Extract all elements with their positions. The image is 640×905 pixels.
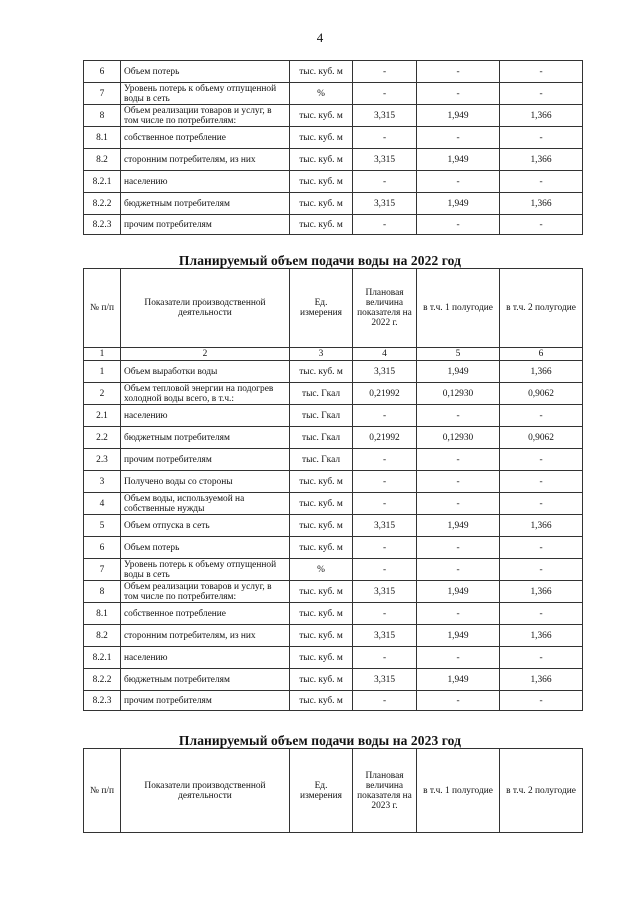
row-number: 8.2.1 xyxy=(84,171,121,193)
plan-value: - xyxy=(353,603,417,625)
half2-value: - xyxy=(500,83,583,105)
half2-value: 1,366 xyxy=(500,193,583,215)
half1-value: 0,12930 xyxy=(417,427,500,449)
row-number: 1 xyxy=(84,361,121,383)
plan-value: - xyxy=(353,471,417,493)
half1-value: - xyxy=(417,603,500,625)
indicator-name: собственное потребление xyxy=(121,603,290,625)
half1-value: - xyxy=(417,537,500,559)
header-unit: Ед. измерения xyxy=(290,749,353,833)
col-num-3: 3 xyxy=(290,348,353,361)
row-number: 8.2 xyxy=(84,149,121,171)
header-unit: Ед. измерения xyxy=(290,269,353,348)
unit-cell: тыс. куб. м xyxy=(290,61,353,83)
indicator-name: бюджетным потребителям xyxy=(121,427,290,449)
header-half1: в т.ч. 1 полугодие xyxy=(417,749,500,833)
heading-2022: Планируемый объем подачи воды на 2022 год xyxy=(178,253,462,268)
half1-value: 1,949 xyxy=(417,625,500,647)
row-number: 5 xyxy=(84,515,121,537)
table-row xyxy=(84,215,583,235)
plan-value: - xyxy=(353,83,417,105)
half1-value: - xyxy=(417,83,500,105)
unit-cell: тыс. куб. м xyxy=(290,471,353,493)
plan-value: 3,315 xyxy=(353,149,417,171)
table-row xyxy=(84,383,583,405)
unit-cell: тыс. куб. м xyxy=(290,537,353,559)
table-row xyxy=(84,515,583,537)
indicator-name: Уровень потерь к объему отпущенной воды в сеть xyxy=(121,559,290,581)
table-row xyxy=(84,559,583,581)
table-row xyxy=(84,647,583,669)
half1-value: - xyxy=(417,405,500,427)
header-indicator: Показатели производственной деятельности xyxy=(121,269,290,348)
page-number: 4 xyxy=(316,30,324,45)
header-no: № п/п xyxy=(84,269,121,348)
plan-value: - xyxy=(353,493,417,515)
table-row xyxy=(84,471,583,493)
unit-cell: % xyxy=(290,559,353,581)
col-num-1: 1 xyxy=(84,348,121,361)
plan-value: - xyxy=(353,215,417,235)
row-number: 8.2.2 xyxy=(84,193,121,215)
unit-cell: % xyxy=(290,83,353,105)
plan-value: 3,315 xyxy=(353,515,417,537)
indicator-name: бюджетным потребителям xyxy=(121,669,290,691)
plan-value: 3,315 xyxy=(353,361,417,383)
table-row xyxy=(84,493,583,515)
header-plan: Плановая величина показателя на 2022 г. xyxy=(353,269,417,348)
half1-value: 1,949 xyxy=(417,515,500,537)
col-num-4: 4 xyxy=(353,348,417,361)
header-half1: в т.ч. 1 полугодие xyxy=(417,269,500,348)
half1-value: - xyxy=(417,171,500,193)
table-2021-continuation xyxy=(83,60,583,235)
half2-value: - xyxy=(500,127,583,149)
half2-value: - xyxy=(500,61,583,83)
half1-value: 1,949 xyxy=(417,193,500,215)
half2-value: - xyxy=(500,691,583,711)
half2-value: - xyxy=(500,603,583,625)
half2-value: - xyxy=(500,559,583,581)
half2-value: - xyxy=(500,171,583,193)
row-number: 8.2.3 xyxy=(84,691,121,711)
half1-value: - xyxy=(417,449,500,471)
col-num-2: 2 xyxy=(121,348,290,361)
row-number: 7 xyxy=(84,559,121,581)
table-row xyxy=(84,149,583,171)
col-num-6: 6 xyxy=(500,348,583,361)
plan-value: - xyxy=(353,647,417,669)
unit-cell: тыс. куб. м xyxy=(290,581,353,603)
half1-value: - xyxy=(417,215,500,235)
indicator-name: Получено воды со стороны xyxy=(121,471,290,493)
half1-value: 1,949 xyxy=(417,361,500,383)
plan-value: 0,21992 xyxy=(353,427,417,449)
unit-cell: тыс. куб. м xyxy=(290,127,353,149)
row-number: 8.2.2 xyxy=(84,669,121,691)
half2-value: 1,366 xyxy=(500,105,583,127)
half2-value: 1,366 xyxy=(500,361,583,383)
half2-value: 1,366 xyxy=(500,669,583,691)
plan-value: - xyxy=(353,537,417,559)
plan-value: 3,315 xyxy=(353,105,417,127)
table-row xyxy=(84,193,583,215)
row-number: 7 xyxy=(84,83,121,105)
half1-value: - xyxy=(417,691,500,711)
table-row xyxy=(84,127,583,149)
indicator-name: населению xyxy=(121,171,290,193)
half1-value: - xyxy=(417,559,500,581)
unit-cell: тыс. куб. м xyxy=(290,171,353,193)
indicator-name: Уровень потерь к объему отпущенной воды в сеть xyxy=(121,83,290,105)
unit-cell: тыс. куб. м xyxy=(290,625,353,647)
half2-value: 0,9062 xyxy=(500,383,583,405)
half2-value: - xyxy=(500,215,583,235)
half2-value: - xyxy=(500,405,583,427)
indicator-name: населению xyxy=(121,405,290,427)
indicator-name: Объем потерь xyxy=(121,61,290,83)
header-plan: Плановая величина показателя на 2023 г. xyxy=(353,749,417,833)
row-number: 2.3 xyxy=(84,449,121,471)
plan-value: 0,21992 xyxy=(353,383,417,405)
half2-value: 1,366 xyxy=(500,149,583,171)
plan-value: - xyxy=(353,691,417,711)
column-number-row xyxy=(84,348,583,361)
table-row xyxy=(84,625,583,647)
col-num-5: 5 xyxy=(417,348,500,361)
plan-value: 3,315 xyxy=(353,581,417,603)
table-row xyxy=(84,427,583,449)
half1-value: - xyxy=(417,61,500,83)
unit-cell: тыс. Гкал xyxy=(290,449,353,471)
unit-cell: тыс. куб. м xyxy=(290,493,353,515)
unit-cell: тыс. куб. м xyxy=(290,215,353,235)
unit-cell: тыс. куб. м xyxy=(290,361,353,383)
half1-value: - xyxy=(417,493,500,515)
row-number: 8.1 xyxy=(84,603,121,625)
table-row xyxy=(84,105,583,127)
row-number: 6 xyxy=(84,61,121,83)
table-row xyxy=(84,361,583,383)
table-row xyxy=(84,691,583,711)
half1-value: 1,949 xyxy=(417,669,500,691)
unit-cell: тыс. куб. м xyxy=(290,647,353,669)
unit-cell: тыс. куб. м xyxy=(290,669,353,691)
plan-value: - xyxy=(353,171,417,193)
unit-cell: тыс. куб. м xyxy=(290,515,353,537)
half1-value: 1,949 xyxy=(417,105,500,127)
half2-value: - xyxy=(500,471,583,493)
indicator-name: Объем потерь xyxy=(121,537,290,559)
plan-value: - xyxy=(353,559,417,581)
row-number: 6 xyxy=(84,537,121,559)
half2-value: - xyxy=(500,647,583,669)
row-number: 8.1 xyxy=(84,127,121,149)
half2-value: 1,366 xyxy=(500,625,583,647)
header-row xyxy=(84,269,583,348)
indicator-name: сторонним потребителям, из них xyxy=(121,149,290,171)
row-number: 2.1 xyxy=(84,405,121,427)
indicator-name: прочим потребителям xyxy=(121,215,290,235)
row-number: 8 xyxy=(84,105,121,127)
half1-value: - xyxy=(417,647,500,669)
table-body xyxy=(84,361,583,711)
plan-value: 3,315 xyxy=(353,669,417,691)
unit-cell: тыс. куб. м xyxy=(290,105,353,127)
table-2023 xyxy=(83,748,583,833)
indicator-name: Объем реализации товаров и услуг, в том числе по потребителям: xyxy=(121,105,290,127)
table-row xyxy=(84,449,583,471)
indicator-name: сторонним потребителям, из них xyxy=(121,625,290,647)
table-row xyxy=(84,669,583,691)
indicator-name: Объем отпуска в сеть xyxy=(121,515,290,537)
table-row xyxy=(84,581,583,603)
table-row xyxy=(84,83,583,105)
header-indicator: Показатели производственной деятельности xyxy=(121,749,290,833)
unit-cell: тыс. Гкал xyxy=(290,383,353,405)
plan-value: - xyxy=(353,449,417,471)
plan-value: 3,315 xyxy=(353,625,417,647)
plan-value: - xyxy=(353,61,417,83)
table-row xyxy=(84,537,583,559)
header-no: № п/п xyxy=(84,749,121,833)
plan-value: 3,315 xyxy=(353,193,417,215)
indicator-name: бюджетным потребителям xyxy=(121,193,290,215)
unit-cell: тыс. куб. м xyxy=(290,691,353,711)
half2-value: - xyxy=(500,537,583,559)
indicator-name: населению xyxy=(121,647,290,669)
half2-value: 0,9062 xyxy=(500,427,583,449)
half2-value: - xyxy=(500,449,583,471)
table-body xyxy=(84,61,583,235)
plan-value: - xyxy=(353,405,417,427)
heading-2023: Планируемый объем подачи воды на 2023 год xyxy=(178,733,462,748)
table-row xyxy=(84,171,583,193)
table-row xyxy=(84,405,583,427)
indicator-name: Объем тепловой энергии на подогрев холодной воды всего, в т.ч.: xyxy=(121,383,290,405)
row-number: 4 xyxy=(84,493,121,515)
row-number: 3 xyxy=(84,471,121,493)
row-number: 8 xyxy=(84,581,121,603)
row-number: 8.2.3 xyxy=(84,215,121,235)
row-number: 2.2 xyxy=(84,427,121,449)
indicator-name: Объем выработки воды xyxy=(121,361,290,383)
indicator-name: прочим потребителям xyxy=(121,449,290,471)
indicator-name: Объем реализации товаров и услуг, в том числе по потребителям: xyxy=(121,581,290,603)
unit-cell: тыс. куб. м xyxy=(290,603,353,625)
indicator-name: Объем воды, используемой на собственные нужды xyxy=(121,493,290,515)
plan-value: - xyxy=(353,127,417,149)
half1-value: - xyxy=(417,471,500,493)
indicator-name: прочим потребителям xyxy=(121,691,290,711)
half1-value: 0,12930 xyxy=(417,383,500,405)
table-row xyxy=(84,61,583,83)
table-row xyxy=(84,603,583,625)
row-number: 2 xyxy=(84,383,121,405)
half1-value: - xyxy=(417,127,500,149)
half1-value: 1,949 xyxy=(417,581,500,603)
half2-value: - xyxy=(500,493,583,515)
unit-cell: тыс. куб. м xyxy=(290,149,353,171)
header-half2: в т.ч. 2 полугодие xyxy=(500,749,583,833)
half2-value: 1,366 xyxy=(500,515,583,537)
indicator-name: собственное потребление xyxy=(121,127,290,149)
unit-cell: тыс. куб. м xyxy=(290,193,353,215)
table-2022 xyxy=(83,268,583,711)
half2-value: 1,366 xyxy=(500,581,583,603)
row-number: 8.2.1 xyxy=(84,647,121,669)
row-number: 8.2 xyxy=(84,625,121,647)
unit-cell: тыс. Гкал xyxy=(290,427,353,449)
unit-cell: тыс. Гкал xyxy=(290,405,353,427)
half1-value: 1,949 xyxy=(417,149,500,171)
header-row xyxy=(84,749,583,833)
header-half2: в т.ч. 2 полугодие xyxy=(500,269,583,348)
